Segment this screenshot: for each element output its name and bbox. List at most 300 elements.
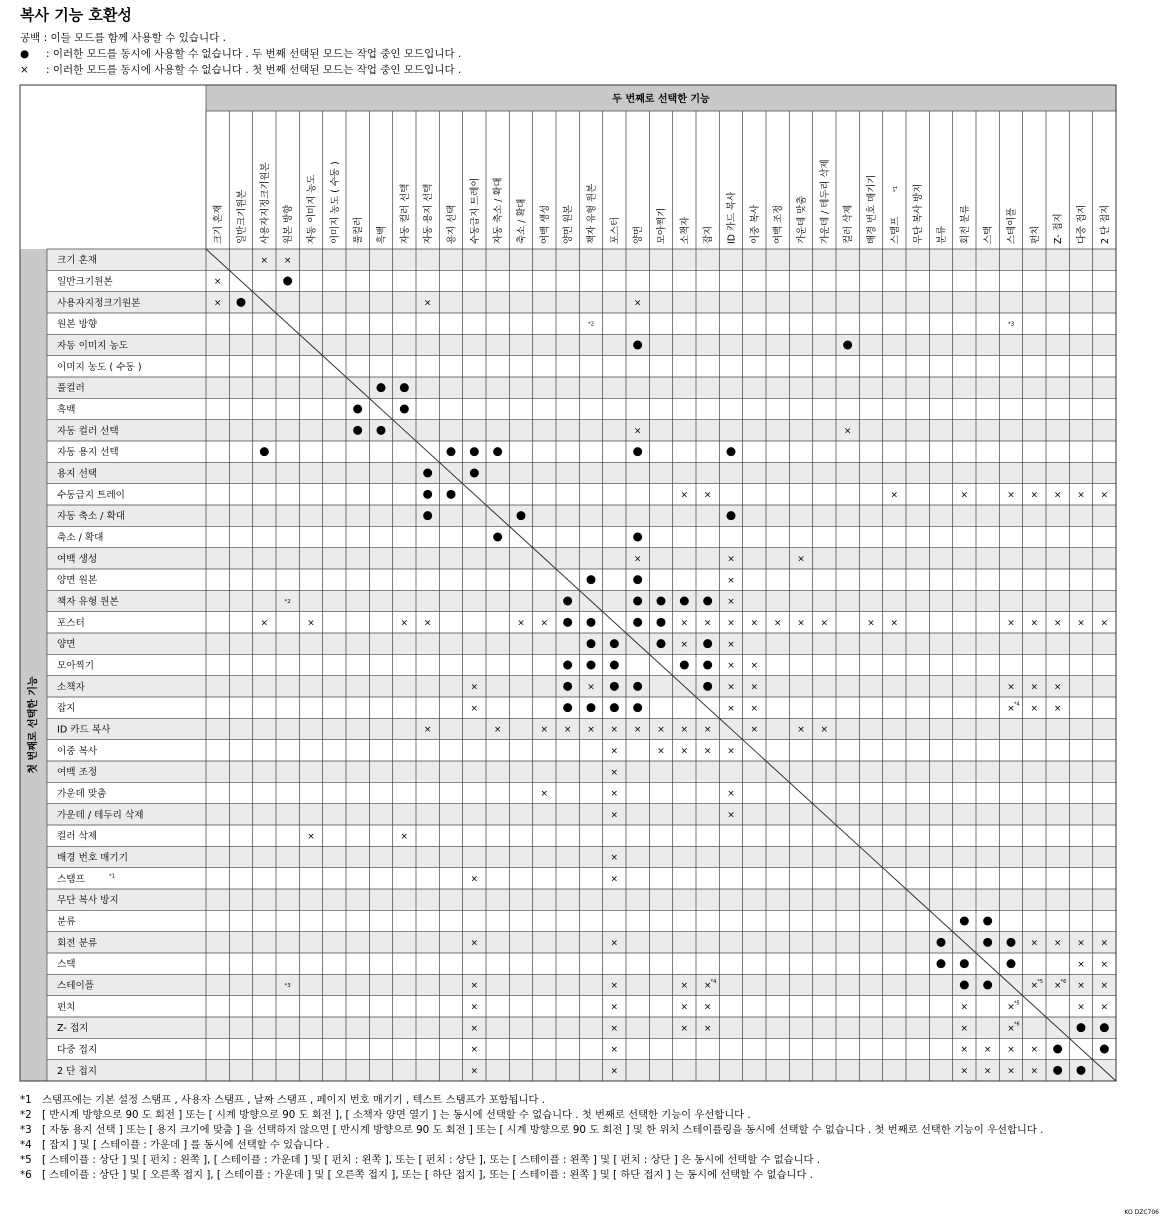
conflict-cross: × xyxy=(1007,1023,1015,1034)
conflict-cross: × xyxy=(470,1045,479,1056)
conflict-dot xyxy=(633,575,642,584)
column-label: 가운데 / 테두리 삭제 xyxy=(819,159,831,244)
footnote-text: [ 잡지 ] 및 [ 스테이플 : 가운데 ] 를 동시에 선택할 수 있습니다 . xyxy=(42,1139,330,1151)
conflict-cross: × xyxy=(680,725,689,736)
conflict-cross: × xyxy=(213,298,222,309)
legend-cross-text: : 이러한 모드를 동시에 사용할 수 없습니다 . 첫 번째 선택된 모드는 작업 중인 모드입니다 . xyxy=(46,64,462,76)
conflict-cross: × xyxy=(563,725,572,736)
conflict-dot xyxy=(587,618,596,627)
conflict-cross: × xyxy=(1007,490,1015,501)
column-label: 자동 컬러 선택 xyxy=(399,183,411,244)
page-title: 복사 기능 호환성 xyxy=(20,6,132,24)
row-label: 2 단 접지 xyxy=(57,1065,98,1077)
conflict-dot xyxy=(587,639,596,648)
row-stripe xyxy=(47,804,1116,825)
conflict-cross: × xyxy=(1007,618,1015,629)
conflict-cross: × xyxy=(1100,938,1109,949)
cell-note: *5 xyxy=(1037,979,1044,985)
conflict-dot xyxy=(283,277,292,286)
row-stripe xyxy=(47,633,1116,654)
row-label: 풀컬러 xyxy=(57,383,85,395)
conflict-dot xyxy=(400,383,409,392)
conflict-dot xyxy=(610,639,619,648)
conflict-cross: × xyxy=(657,746,665,757)
conflict-dot xyxy=(633,703,642,712)
conflict-cross: × xyxy=(400,831,409,842)
conflict-cross: × xyxy=(703,1002,712,1013)
conflict-dot xyxy=(983,917,992,926)
row-label: 회전 분류 xyxy=(57,937,98,949)
conflict-dot xyxy=(633,618,642,627)
conflict-cross: × xyxy=(470,938,479,949)
column-label: 자동 축소 / 확대 xyxy=(493,177,505,244)
row-stripe xyxy=(47,974,1116,995)
conflict-cross: × xyxy=(1007,1002,1015,1013)
conflict-cross: × xyxy=(517,618,525,629)
conflict-cross: × xyxy=(983,1045,992,1056)
conflict-cross: × xyxy=(680,618,689,629)
conflict-dot xyxy=(517,511,526,520)
conflict-cross: × xyxy=(820,725,829,736)
row-label: 분류 xyxy=(57,916,76,928)
conflict-cross: × xyxy=(633,426,642,437)
column-label: 펀치 xyxy=(1029,225,1041,244)
conflict-cross: × xyxy=(307,831,315,842)
conflict-cross: × xyxy=(540,725,549,736)
conflict-dot xyxy=(377,426,386,435)
conflict-cross: × xyxy=(1053,981,1062,992)
conflict-cross: × xyxy=(680,1023,689,1034)
conflict-cross: × xyxy=(1053,703,1062,714)
conflict-cross: × xyxy=(587,682,595,693)
conflict-cross: × xyxy=(610,789,619,800)
conflict-cross: × xyxy=(1053,490,1062,501)
column-label: 스탬프 xyxy=(889,216,901,244)
conflict-dot xyxy=(423,511,432,520)
footnote-text: [ 스테이플 : 상단 ] 및 [ 오른쪽 접지 ], [ 스테이플 : 가운데 ] 및 [ 오른쪽 접지 ], 또는 [ 하단 접지 ], 또는 [ 스테이플 : 왼쪽 ] 및 [ 하단 접지 ] 는 동시에 선택할 수 없습니다 . xyxy=(42,1169,813,1181)
conflict-cross: × xyxy=(703,1023,712,1034)
row-stripe xyxy=(47,505,1116,526)
conflict-cross: × xyxy=(960,1023,969,1034)
conflict-dot xyxy=(960,981,969,990)
conflict-dot xyxy=(703,682,712,691)
row-label: 양면 원본 xyxy=(57,575,98,587)
conflict-dot xyxy=(563,618,572,627)
conflict-cross: × xyxy=(423,618,432,629)
row-stripe xyxy=(47,889,1116,910)
row-stripe xyxy=(47,249,1116,270)
conflict-cross: × xyxy=(703,981,712,992)
column-label: 모아찍기 xyxy=(656,207,668,244)
row-label: 스테이플 xyxy=(57,980,95,992)
conflict-cross: × xyxy=(423,298,432,309)
conflict-dot xyxy=(237,298,246,307)
column-label: 이미지 농도 ( 수동 ) xyxy=(329,161,341,244)
row-label: 무단 복사 방지 xyxy=(57,895,119,907)
conflict-cross: × xyxy=(610,1002,619,1013)
row-label: Z- 접지 xyxy=(57,1023,89,1035)
column-label: 스테이플 xyxy=(1006,207,1018,244)
cell-note: *2 xyxy=(284,599,291,605)
conflict-cross: × xyxy=(1030,682,1039,693)
conflict-cross: × xyxy=(820,618,829,629)
conflict-dot xyxy=(703,661,712,670)
column-label: 무단 복사 방지 xyxy=(913,183,925,244)
row-label: 펀치 xyxy=(57,1001,76,1013)
dot-icon: ● xyxy=(20,48,30,60)
row-stripe xyxy=(47,676,1116,697)
column-label: 잡지 xyxy=(703,225,715,244)
row-label: 소책자 xyxy=(57,681,85,693)
footnotes xyxy=(20,1093,1120,1183)
conflict-cross: × xyxy=(1100,618,1109,629)
conflict-cross: × xyxy=(750,682,759,693)
column-label: 여백 생성 xyxy=(539,204,551,244)
conflict-cross: × xyxy=(1030,1066,1039,1077)
column-label: 가운데 맞춤 xyxy=(796,195,808,244)
conflict-dot xyxy=(447,447,456,456)
conflict-dot xyxy=(587,661,596,670)
row-stripe xyxy=(47,1060,1116,1081)
conflict-cross: × xyxy=(260,255,269,266)
cell-note: *2 xyxy=(587,321,595,328)
row-label: 원본 방향 xyxy=(57,319,98,331)
conflict-dot xyxy=(1053,1066,1062,1075)
conflict-cross: × xyxy=(680,981,689,992)
conflict-cross: × xyxy=(307,618,315,629)
column-label: 2 단 접지 xyxy=(1099,204,1111,244)
cell-note: *4 xyxy=(1014,701,1020,708)
conflict-cross: × xyxy=(1100,1002,1109,1013)
legend-dot-text: : 이러한 모드를 동시에 사용할 수 없습니다 . 두 번째 선택된 모드는 작업 중인 모드입니다 . xyxy=(46,48,462,60)
row-stripe xyxy=(47,761,1116,782)
conflict-cross: × xyxy=(610,725,619,736)
conflict-cross: × xyxy=(960,1066,969,1077)
conflict-cross: × xyxy=(1007,703,1015,714)
row-label: 일반크기원본 xyxy=(57,276,113,288)
row-label: 자동 이미지 농도 xyxy=(57,340,128,352)
conflict-cross: × xyxy=(470,703,479,714)
conflict-cross: × xyxy=(843,426,852,437)
footnote xyxy=(20,1093,1120,1108)
conflict-dot xyxy=(447,490,456,499)
conflict-cross: × xyxy=(727,639,735,650)
conflict-cross: × xyxy=(470,1002,479,1013)
column-label: Z- 접지 xyxy=(1053,213,1065,244)
row-stripe xyxy=(47,377,1116,398)
row-stripe xyxy=(47,548,1116,569)
conflict-dot xyxy=(633,447,642,456)
row-label: 흑백 xyxy=(57,404,76,416)
conflict-cross: × xyxy=(1100,959,1109,970)
conflict-dot xyxy=(983,938,992,947)
conflict-cross: × xyxy=(703,618,712,629)
row-label: 여백 조정 xyxy=(57,767,98,779)
conflict-cross: × xyxy=(680,1002,689,1013)
row-label: 용지 선택 xyxy=(57,468,98,480)
conflict-cross: × xyxy=(213,277,222,288)
conflict-cross: × xyxy=(960,490,969,501)
conflict-cross: × xyxy=(797,618,805,629)
conflict-cross: × xyxy=(750,618,759,629)
footnote-mark: *1 xyxy=(20,1094,32,1106)
conflict-dot xyxy=(657,597,666,606)
footnote-text: 스탬프에는 기본 설정 스탬프 , 사용자 스탬프 , 날짜 스탬프 , 페이지 번호 매기기 , 텍스트 스탬프가 포함됩니다 . xyxy=(42,1094,545,1106)
column-label: 일반크기원본 xyxy=(236,189,248,244)
row-stripe xyxy=(47,462,1116,483)
footnote xyxy=(20,1138,1120,1153)
conflict-cross: × xyxy=(867,618,875,629)
conflict-dot xyxy=(983,981,992,990)
conflict-cross: × xyxy=(750,703,759,714)
conflict-cross: × xyxy=(680,746,689,757)
footnote-text: [ 자동 용지 선택 ] 또는 [ 용지 크기에 맞춤 ] 을 선택하지 않으면 [ 반시계 방향으로 90 도 회전 ] 또는 [ 시계 방향으로 90 도 회전 ] 및 한 위치 스테이플링을 동시에 선택할 수 없습니다 . 첫 번째로 선택한 기능이 우선합니다 . xyxy=(42,1124,1044,1136)
row-label: 가운데 / 테두리 삭제 xyxy=(57,809,144,821)
row-label: 모아찍기 xyxy=(57,660,95,672)
column-label: 배경 번호 매기기 xyxy=(866,174,878,244)
conflict-cross: × xyxy=(727,810,735,821)
column-label: 자동 용지 선택 xyxy=(423,183,435,244)
column-label: 풀컬러 xyxy=(353,216,365,244)
conflict-dot xyxy=(610,661,619,670)
conflict-cross: × xyxy=(703,490,712,501)
column-label: 책자 유형 원본 xyxy=(586,183,598,244)
conflict-dot xyxy=(960,959,969,968)
row-label: 다중 접지 xyxy=(57,1044,98,1056)
row-label: 여백 생성 xyxy=(57,553,98,565)
conflict-cross: × xyxy=(633,725,642,736)
conflict-dot xyxy=(937,938,946,947)
conflict-dot xyxy=(1007,959,1016,968)
conflict-cross: × xyxy=(260,618,269,629)
cross-icon: × xyxy=(20,64,29,76)
conflict-cross: × xyxy=(750,661,759,672)
conflict-dot xyxy=(493,533,502,542)
footnote-text: [ 스테이플 : 상단 ] 및 [ 펀치 : 왼쪽 ], [ 스테이플 : 가운데 ] 및 [ 펀치 : 왼쪽 ], 또는 [ 펀치 : 상단 ], 또는 [ 스테이플 : 왼쪽 ] 및 [ 펀치 : 상단 ] 은 동시에 선택할 수 없습니다 . xyxy=(42,1154,821,1166)
column-label-note: *1 xyxy=(892,185,899,192)
conflict-cross: × xyxy=(1077,490,1085,501)
conflict-cross: × xyxy=(610,767,619,778)
row-label-note: *1 xyxy=(109,873,116,880)
row-group-header-bg xyxy=(20,249,47,1081)
conflict-cross: × xyxy=(1077,959,1085,970)
conflict-cross: × xyxy=(727,682,735,693)
conflict-cross: × xyxy=(1053,682,1062,693)
conflict-cross: × xyxy=(727,597,735,608)
column-label: 분류 xyxy=(936,225,948,244)
footnote xyxy=(20,1123,1120,1138)
conflict-cross: × xyxy=(540,789,549,800)
conflict-dot xyxy=(680,597,689,606)
conflict-dot xyxy=(657,618,666,627)
conflict-dot xyxy=(493,447,502,456)
conflict-dot xyxy=(610,682,619,691)
conflict-dot xyxy=(680,661,689,670)
conflict-dot xyxy=(657,639,666,648)
column-label: 용지 선택 xyxy=(446,204,458,244)
row-label: 축소 / 확대 xyxy=(57,532,104,544)
conflict-dot xyxy=(727,447,736,456)
conflict-dot xyxy=(423,469,432,478)
conflict-dot xyxy=(587,575,596,584)
conflict-cross: × xyxy=(610,981,619,992)
conflict-cross: × xyxy=(423,725,432,736)
conflict-cross: × xyxy=(1007,1066,1015,1077)
conflict-cross: × xyxy=(727,661,735,672)
conflict-dot xyxy=(423,490,432,499)
conflict-cross: × xyxy=(983,1066,992,1077)
conflict-cross: × xyxy=(587,725,595,736)
conflict-cross: × xyxy=(960,1002,969,1013)
cell-note: *6 xyxy=(1060,979,1067,985)
row-label: 자동 용지 선택 xyxy=(57,447,119,459)
conflict-cross: × xyxy=(1030,1045,1039,1056)
row-group-header: 첫 번째로 선택한 기능 xyxy=(28,676,39,774)
conflict-cross: × xyxy=(750,725,759,736)
column-label: 흑백 xyxy=(376,225,388,244)
conflict-cross: × xyxy=(610,1045,619,1056)
column-label: 크기 혼재 xyxy=(213,204,225,244)
conflict-dot xyxy=(703,597,712,606)
conflict-cross: × xyxy=(727,575,735,586)
conflict-cross: × xyxy=(610,1023,619,1034)
conflict-dot xyxy=(727,511,736,520)
column-label: 수동급지 트레이 xyxy=(469,177,481,244)
conflict-dot xyxy=(633,682,642,691)
conflict-cross: × xyxy=(657,725,665,736)
diagonal-line xyxy=(206,249,1116,1081)
conflict-dot xyxy=(703,639,712,648)
row-label: 자동 축소 / 확대 xyxy=(57,511,125,523)
row-label: 배경 번호 매기기 xyxy=(57,852,128,864)
row-stripe xyxy=(47,292,1116,313)
conflict-dot xyxy=(400,405,409,414)
column-label: 여백 조정 xyxy=(773,204,785,244)
row-stripe xyxy=(47,846,1116,867)
row-label: 이미지 농도 ( 수동 ) xyxy=(57,361,142,373)
row-stripe xyxy=(47,1017,1116,1038)
row-label: 잡지 xyxy=(57,703,76,715)
footnote-mark: *5 xyxy=(20,1154,32,1166)
conflict-dot xyxy=(937,959,946,968)
row-label: 포스터 xyxy=(57,617,85,629)
conflict-cross: × xyxy=(610,874,619,885)
footnote-mark: *6 xyxy=(20,1169,32,1181)
conflict-cross: × xyxy=(1077,981,1085,992)
column-label: ID 카드 복사 xyxy=(726,191,738,244)
row-label: 컬러 삭제 xyxy=(57,831,98,843)
cell-note: *6 xyxy=(1014,1021,1020,1028)
document-id: KO DZC706 xyxy=(1124,1209,1159,1216)
conflict-cross: × xyxy=(797,725,805,736)
legend-blank-text: 공백 : 이들 모드를 함께 사용할 수 있습니다 . xyxy=(20,32,227,44)
conflict-cross: × xyxy=(1030,618,1039,629)
conflict-cross: × xyxy=(470,874,479,885)
column-label: 사용자지정크기원본 xyxy=(259,162,271,244)
conflict-cross: × xyxy=(727,554,735,565)
conflict-dot xyxy=(587,703,596,712)
cell-note: *3 xyxy=(284,983,291,989)
conflict-dot xyxy=(563,661,572,670)
footnote xyxy=(20,1108,1120,1123)
cell-note: *3 xyxy=(1007,321,1015,328)
conflict-cross: × xyxy=(1100,981,1109,992)
conflict-dot xyxy=(470,447,479,456)
conflict-cross: × xyxy=(470,682,479,693)
row-label: 이중 복사 xyxy=(57,745,98,757)
conflict-cross: × xyxy=(1100,490,1109,501)
row-stripe xyxy=(47,718,1116,739)
conflict-dot xyxy=(377,383,386,392)
row-label: 양면 xyxy=(57,639,76,651)
row-stripe xyxy=(47,420,1116,441)
column-label: 회전 분류 xyxy=(959,204,971,244)
column-label: 축소 / 확대 xyxy=(516,198,528,244)
row-label: 가운데 맞춤 xyxy=(57,788,107,800)
conflict-cross: × xyxy=(610,810,619,821)
row-stripe xyxy=(47,590,1116,611)
footnote-text: [ 반시계 방향으로 90 도 회전 ] 또는 [ 시계 방향으로 90 도 회전 ], [ 소책자 양면 열기 ] 는 동시에 선택할 수 없습니다 . 첫 번째로 선택한 기능이 우선합니다 . xyxy=(42,1109,751,1121)
conflict-cross: × xyxy=(610,938,619,949)
conflict-dot xyxy=(353,426,362,435)
row-label: 스탬프 xyxy=(57,873,85,885)
conflict-cross: × xyxy=(610,853,619,864)
conflict-dot xyxy=(1077,1023,1086,1032)
conflict-cross: × xyxy=(1077,618,1085,629)
cell-note: *5 xyxy=(1014,1000,1020,1007)
conflict-cross: × xyxy=(703,746,712,757)
conflict-dot xyxy=(1100,1023,1109,1032)
conflict-dot xyxy=(843,341,852,350)
conflict-cross: × xyxy=(470,1066,479,1077)
conflict-cross: × xyxy=(680,490,689,501)
conflict-cross: × xyxy=(1030,938,1039,949)
conflict-cross: × xyxy=(890,618,899,629)
footnote-mark: *4 xyxy=(20,1139,32,1151)
conflict-cross: × xyxy=(610,746,619,757)
cell-note: *4 xyxy=(710,979,717,985)
conflict-cross: × xyxy=(703,725,712,736)
column-label: 다중 접지 xyxy=(1076,204,1088,244)
row-label: 사용자지정크기원본 xyxy=(57,297,141,309)
conflict-dot xyxy=(633,533,642,542)
conflict-cross: × xyxy=(1053,938,1062,949)
row-label: 자동 컬러 선택 xyxy=(57,425,119,437)
conflict-cross: × xyxy=(1007,682,1015,693)
conflict-dot xyxy=(1007,938,1016,947)
conflict-dot xyxy=(1053,1045,1062,1054)
row-label: ID 카드 복사 xyxy=(57,724,111,736)
conflict-cross: × xyxy=(283,255,292,266)
conflict-cross: × xyxy=(470,1023,479,1034)
conflict-cross: × xyxy=(797,554,805,565)
column-label: 양면 xyxy=(633,225,645,244)
conflict-cross: × xyxy=(680,639,689,650)
conflict-cross: × xyxy=(1077,938,1085,949)
footnote xyxy=(20,1168,1120,1183)
conflict-cross: × xyxy=(727,746,735,757)
conflict-cross: × xyxy=(470,981,479,992)
column-label: 원본 방향 xyxy=(283,204,295,244)
conflict-cross: × xyxy=(540,618,549,629)
footnote-mark: *3 xyxy=(20,1124,32,1136)
conflict-cross: × xyxy=(960,1045,969,1056)
conflict-dot xyxy=(960,917,969,926)
conflict-cross: × xyxy=(1030,490,1039,501)
column-group-header: 두 번째로 선택한 기능 xyxy=(612,94,710,105)
conflict-dot xyxy=(563,597,572,606)
column-label: 소책자 xyxy=(679,216,691,244)
